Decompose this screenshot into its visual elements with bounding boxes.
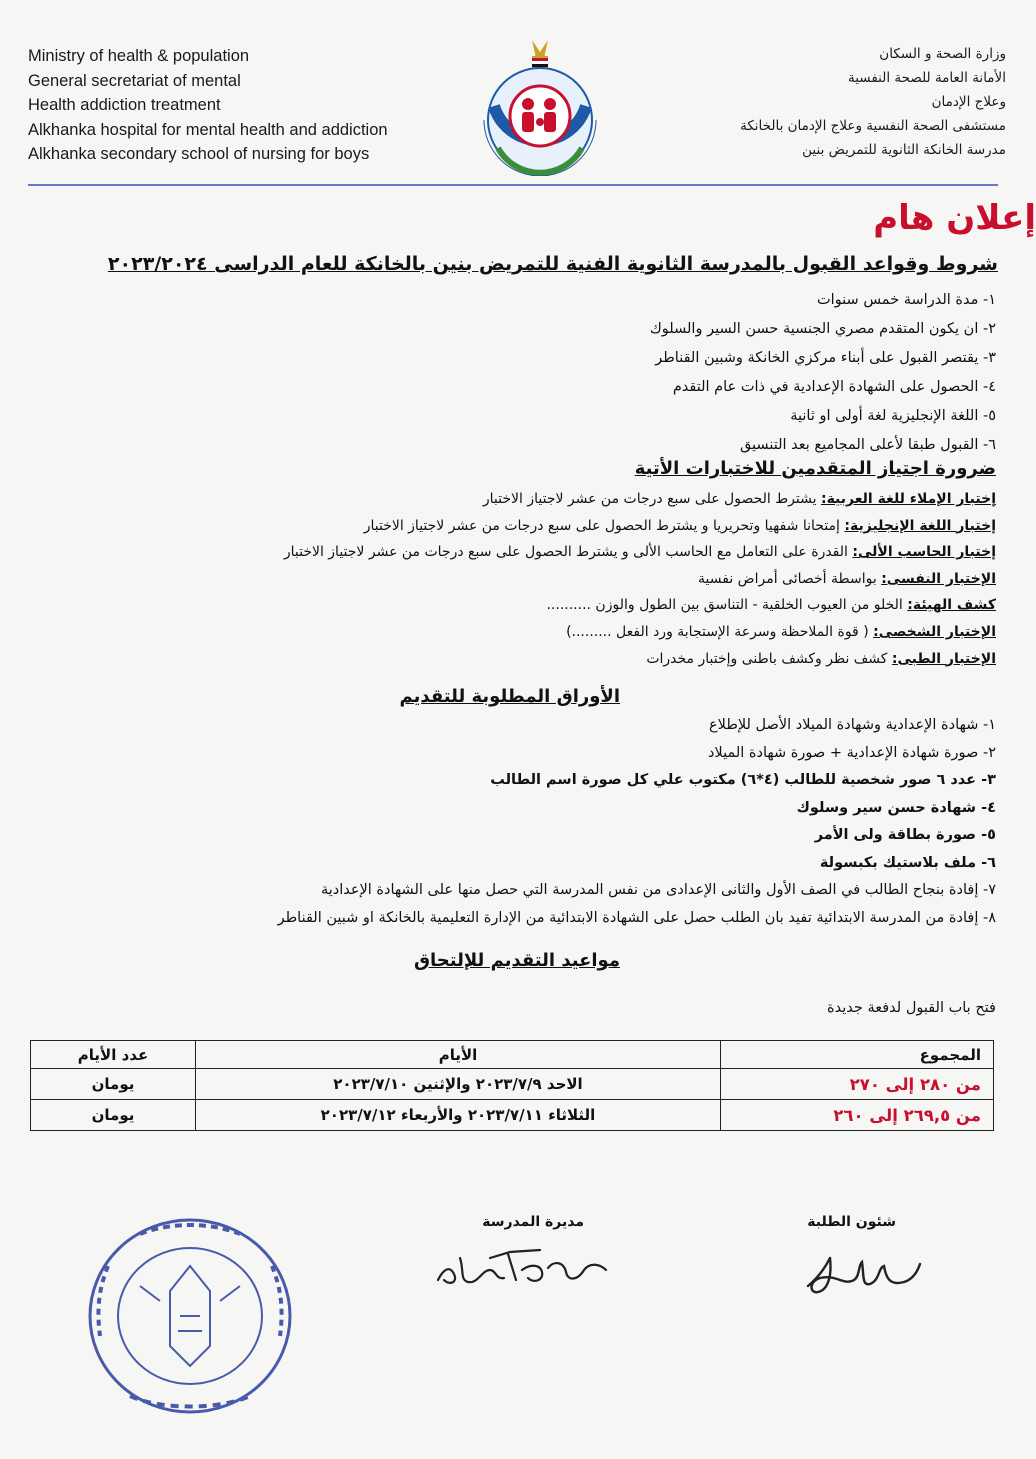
school-director-signature <box>430 1240 620 1300</box>
test-label: الإختبار النفسى: <box>881 570 996 587</box>
list-item: ٤- شهادة حسن سير وسلوك <box>796 799 996 816</box>
list-item: ١- شهادة الإعدادية وشهادة الميلاد الأصل للإطلاع <box>709 717 996 733</box>
list-item: ٥- اللغة الإنجليزية لغة أولى او ثانية <box>790 408 996 424</box>
test-label: إختبار اللغة الإنجليزية: <box>844 517 996 534</box>
tests-heading: ضرورة اجتياز المتقدمين للاختبارات الأتية <box>634 458 996 479</box>
list-item: ٨- إفادة من المدرسة الابتدائية تفيد بان الطلب حصل على الشهادة الابتدائية من الإدارة التعليمية بالخانكة او شبين القناطر <box>277 909 996 926</box>
list-item: ٦- القبول طبقا لأعلى المجاميع بعد التنسيق <box>739 437 996 453</box>
header-en-line: Health addiction treatment <box>28 96 221 114</box>
days-count: يومان <box>31 1069 196 1100</box>
total-range: من ٢٨٠ إلى ٢٧٠ <box>721 1069 994 1100</box>
test-text: بواسطة أخصائى أمراض نفسية <box>698 570 882 587</box>
test-item <box>36 513 996 540</box>
list-item: ٣- يقتصر القبول على أبناء مركزي الخانكة وشبين القناطر <box>655 350 996 366</box>
days-count: يومان <box>31 1100 196 1131</box>
table-row <box>31 1069 994 1100</box>
header-en-line: Alkhanka hospital for mental health and addiction <box>28 120 388 139</box>
test-text: يشترط الحصول على سبع درجات من عشر لاجتياز الاختبار <box>482 491 821 507</box>
announcement-subtitle: شروط وقواعد القبول بالمدرسة الثانوية الفنية للتمريض بنين بالخانكة للعام الدراسى ٢٠٢٣/٢٠٢٤ <box>107 253 998 275</box>
list-item: ٢- ان يكون المتقدم مصري الجنسية حسن السير والسلوك <box>649 321 996 337</box>
test-item <box>36 619 996 646</box>
documents-heading: الأوراق المطلوبة للتقديم <box>399 686 620 707</box>
schedule-table <box>30 1040 994 1131</box>
days-range: الاحد ٢٠٢٣/٧/٩ والإثنين ٢٠٢٣/٧/١٠ <box>196 1069 721 1100</box>
header-ar-line: مدرسة الخانكة الثانوية للتمريض بنين <box>802 142 1006 158</box>
list-item: ٣- عدد ٦ صور شخصية للطالب (٤*٦) مكتوب علي كل صورة اسم الطالب <box>490 772 996 788</box>
schedule-intro: فتح باب القبول لدفعة جديدة <box>827 1000 996 1016</box>
test-text: الخلو من العيوب الخلقية - التناسق بين الطول والوزن .......... <box>546 597 908 614</box>
header-english <box>28 44 448 167</box>
list-item: ٥- صورة بطاقة ولى الأمر <box>814 827 996 843</box>
test-text: كشف نظر وكشف باطنى وإختبار مخدرات <box>646 650 892 667</box>
header-en-line: General secretariat of mental <box>28 71 241 90</box>
column-header: الأيام <box>196 1041 721 1069</box>
header-ar-line: وزارة الصحة و السكان <box>879 46 1006 62</box>
header-en-line: Ministry of health & population <box>28 47 250 65</box>
test-item <box>36 566 996 593</box>
table-row <box>31 1100 994 1131</box>
table-header-row <box>31 1041 994 1069</box>
test-item <box>36 539 996 566</box>
students-affairs-signature <box>800 1246 930 1306</box>
list-item: ٦- ملف بلاستيك بكبسولة <box>819 854 996 871</box>
test-label: كشف الهيئة: <box>907 597 996 614</box>
test-label: الإختبار الشخصى: <box>873 623 996 640</box>
test-text: ( قوة الملاحظة وسرعة الإستجابة ورد الفعل .........) <box>566 623 874 640</box>
test-label: إختبار الحاسب الألى: <box>852 544 996 561</box>
tests-list <box>36 486 996 672</box>
header-ar-line: مستشفى الصحة النفسية وعلاج الإدمان بالخانكة <box>740 118 1006 134</box>
column-header: المجموع <box>721 1041 994 1069</box>
header-ar-line: الأمانة العامة للصحة النفسية <box>848 70 1006 86</box>
conditions-list <box>36 286 996 460</box>
list-item: ٤- الحصول على الشهادة الإعدادية في ذات عام التقدم <box>672 379 996 395</box>
test-text: إمتحانا شفهيا وتحريريا و يشترط الحصول على سبع درجات من عشر لاجتياز الاختبار <box>363 517 845 534</box>
test-text: القدرة على التعامل مع الحاسب الألى و يشترط الحصول على سبع درجات من عشر لاجتياز الاختبار <box>283 544 853 561</box>
header-arabic <box>646 42 1006 162</box>
test-label: إختبار الإملاء للغة العربية: <box>820 491 996 507</box>
header-divider <box>28 184 998 186</box>
header-ar-line: وعلاج الإدمان <box>931 94 1006 110</box>
days-range: الثلاثاء ٢٠٢٣/٧/١١ والأربعاء ٢٠٢٣/٧/١٢ <box>196 1100 721 1131</box>
test-item <box>36 646 996 673</box>
announcement-title: إعلان هام <box>873 198 1036 238</box>
test-label: الإختبار الطبى: <box>891 650 996 667</box>
school-director-label: مديرة المدرسة <box>482 1214 584 1230</box>
list-item: ٧- إفادة بنجاح الطالب في الصف الأول والثانى الإعدادى من نفس المدرسة التي حصل منها على الشهادة الإعدادية <box>320 882 996 898</box>
test-item <box>36 592 996 619</box>
test-item <box>36 486 996 513</box>
column-header: عدد الأيام <box>31 1041 196 1069</box>
header-en-line: Alkhanka secondary school of nursing for boys <box>28 145 370 163</box>
official-stamp <box>60 1196 320 1436</box>
students-affairs-label: شئون الطلبة <box>807 1214 896 1230</box>
total-range: من ٢٦٩,٥ إلى ٢٦٠ <box>721 1100 994 1131</box>
schedule-heading: مواعيد التقديم للإلتحاق <box>413 950 620 971</box>
school-logo <box>474 36 606 176</box>
documents-list <box>36 712 996 932</box>
list-item: ١- مدة الدراسة خمس سنوات <box>817 292 996 308</box>
list-item: ٢- صورة شهادة الإعدادية + صورة شهادة الميلاد <box>707 744 996 761</box>
